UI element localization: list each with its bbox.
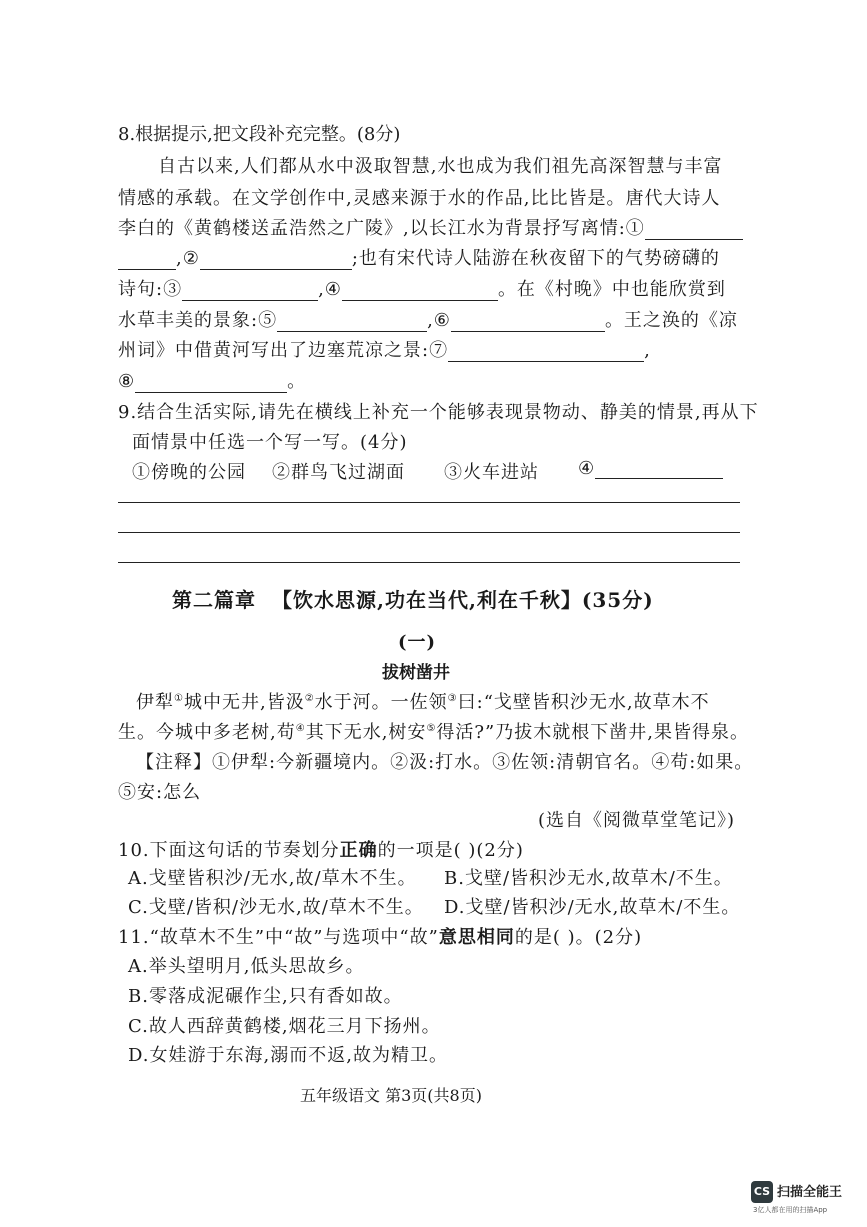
q8-line-8 [118, 367, 306, 393]
answer-blank-7[interactable] [448, 343, 644, 362]
q11-option-d[interactable]: D.女娃游于东海,溺而不返,故为精卫。 [128, 1045, 448, 1066]
q11-stem-emphasis: 意思相同 [438, 927, 515, 948]
q8-line-8-a: ⑧ [118, 371, 136, 392]
q10-option-d[interactable]: D.戈壁/皆积沙/无水,故草木/不生。 [444, 897, 741, 918]
note-marker: ⑤ [426, 723, 437, 734]
q11-stem-c: 的是( )。(2分) [514, 927, 643, 948]
answer-blank-1b[interactable] [118, 251, 176, 270]
answer-blank-3[interactable] [182, 282, 318, 301]
passage-text: 生。今城中多老树,苟 [118, 722, 296, 743]
passage-source: (选自《阅微草堂笔记》) [538, 810, 736, 831]
q8-line-8-b: 。 [287, 371, 307, 392]
q9-option-3: ③火车进站 [444, 462, 539, 483]
annotation-line-2: ⑤安:怎么 [118, 782, 202, 803]
passage-title: 拔树凿井 [382, 663, 450, 683]
scanner-logo-icon: CS [751, 1181, 773, 1203]
q9-line-1: 9.结合生活实际,请先在横线上补充一个能够表现景物动、静美的情景,再从下 [118, 402, 759, 423]
answer-blank-4[interactable] [342, 282, 498, 301]
passage-line-1 [136, 688, 710, 714]
passage-text: 曰:“戈壁皆积沙无水,故草木不 [457, 692, 710, 713]
chapter-subtitle: 【饮水思源,功在当代,利在千秋】(35分) [272, 588, 654, 612]
q8-line-4 [118, 244, 720, 270]
q8-line-1: 自古以来,人们都从水中汲取智慧,水也成为我们祖先高深智慧与丰富 [158, 156, 723, 177]
q8-title: 8.根据提示,把文段补充完整。(8分) [118, 124, 401, 145]
passage-line-2 [118, 718, 749, 744]
passage-text: 得活?”乃拔木就根下凿井,果皆得泉。 [436, 722, 749, 743]
writing-line-2[interactable] [118, 532, 740, 533]
q8-line-5-b: ,④ [318, 279, 342, 300]
writing-line-1[interactable] [118, 502, 740, 503]
q8-line-6 [118, 306, 738, 332]
q10-option-b[interactable]: B.戈壁/皆积沙无水,故草木/不生。 [444, 868, 733, 889]
scanner-tagline: 3亿人都在用的扫描App [753, 1206, 828, 1214]
q9-option-4-label: ④ [578, 458, 596, 479]
answer-blank-6[interactable] [451, 313, 605, 332]
answer-blank-1[interactable] [645, 221, 743, 240]
q8-line-5 [118, 275, 726, 301]
note-marker: ① [174, 693, 184, 704]
q9-option-4 [578, 458, 723, 479]
note-marker: ② [304, 693, 315, 704]
q10-option-c[interactable]: C.戈壁/皆积/沙无水,故/草木不生。 [128, 897, 424, 918]
q8-line-3-text: 李白的《黄鹤楼送孟浩然之广陵》,以长江水为背景抒写离情:① [118, 218, 645, 239]
q11-stem-a: 11.“故草木不生”中“故”与选项中“故” [118, 927, 439, 948]
q9-option-2: ②群鸟飞过湖面 [272, 462, 405, 483]
q10-stem-emphasis: 正确 [339, 840, 378, 861]
page-footer: 五年级语文 第3页(共8页) [300, 1086, 482, 1105]
q11-option-a[interactable]: A.举头望明月,低头思故乡。 [128, 956, 365, 977]
q8-line-4-a: ,② [176, 248, 200, 269]
q8-line-6-b: ,⑥ [427, 310, 451, 331]
q8-line-6-c: 。王之涣的《凉 [604, 310, 738, 331]
section-number: (一) [398, 632, 437, 653]
scanner-watermark [751, 1179, 851, 1215]
q8-line-3 [118, 214, 743, 240]
answer-blank-5[interactable] [277, 313, 427, 332]
q8-line-5-a: 诗句:③ [118, 279, 183, 300]
q11-stem [118, 923, 642, 949]
annotation-line-1: 【注释】①伊犁:今新疆境内。②汲:打水。③佐领:清朝官名。④苟:如果。 [136, 752, 754, 773]
passage-text: 其下无水,树安 [305, 722, 427, 743]
q9-line-2: 面情景中任选一个写一写。(4分) [132, 432, 408, 453]
q8-line-6-a: 水草丰美的景象:⑤ [118, 310, 278, 331]
q10-stem-c: 的一项是( )(2分) [377, 840, 524, 861]
chapter-name: 第二篇章 [172, 588, 256, 612]
q8-line-7 [118, 336, 651, 362]
q10-stem-a: 10.下面这句话的节奏划分 [118, 840, 340, 861]
answer-blank-8[interactable] [135, 374, 287, 393]
writing-line-3[interactable] [118, 562, 740, 563]
q8-line-2: 情感的承载。在文学创作中,灵感来源于水的作品,比比皆是。唐代大诗人 [118, 188, 721, 209]
q9-option-1: ①傍晚的公园 [132, 462, 246, 483]
q10-stem [118, 836, 524, 862]
q10-option-a[interactable]: A.戈壁皆积沙/无水,故/草木不生。 [128, 868, 417, 889]
q8-line-7-a: 州词》中借黄河写出了边塞荒凉之景:⑦ [118, 340, 449, 361]
q11-option-b[interactable]: B.零落成泥碾作尘,只有香如故。 [128, 986, 403, 1007]
q8-line-7-b: , [644, 340, 651, 361]
passage-text: 伊犁 [136, 692, 174, 713]
q8-line-5-c: 。在《村晚》中也能欣赏到 [497, 279, 726, 300]
q11-option-c[interactable]: C.故人西辞黄鹤楼,烟花三月下扬州。 [128, 1016, 441, 1037]
passage-text: 城中无井,皆汲 [183, 692, 305, 713]
note-marker: ③ [447, 693, 458, 704]
scanner-app-name: 扫描全能王 [777, 1185, 843, 1200]
q8-line-4-b: ;也有宋代诗人陆游在秋夜留下的气势磅礴的 [351, 248, 720, 269]
passage-text: 水于河。一佐领 [314, 692, 448, 713]
answer-blank-2[interactable] [200, 251, 352, 270]
q9-option-4-blank[interactable] [595, 460, 723, 479]
note-marker: ④ [295, 723, 306, 734]
